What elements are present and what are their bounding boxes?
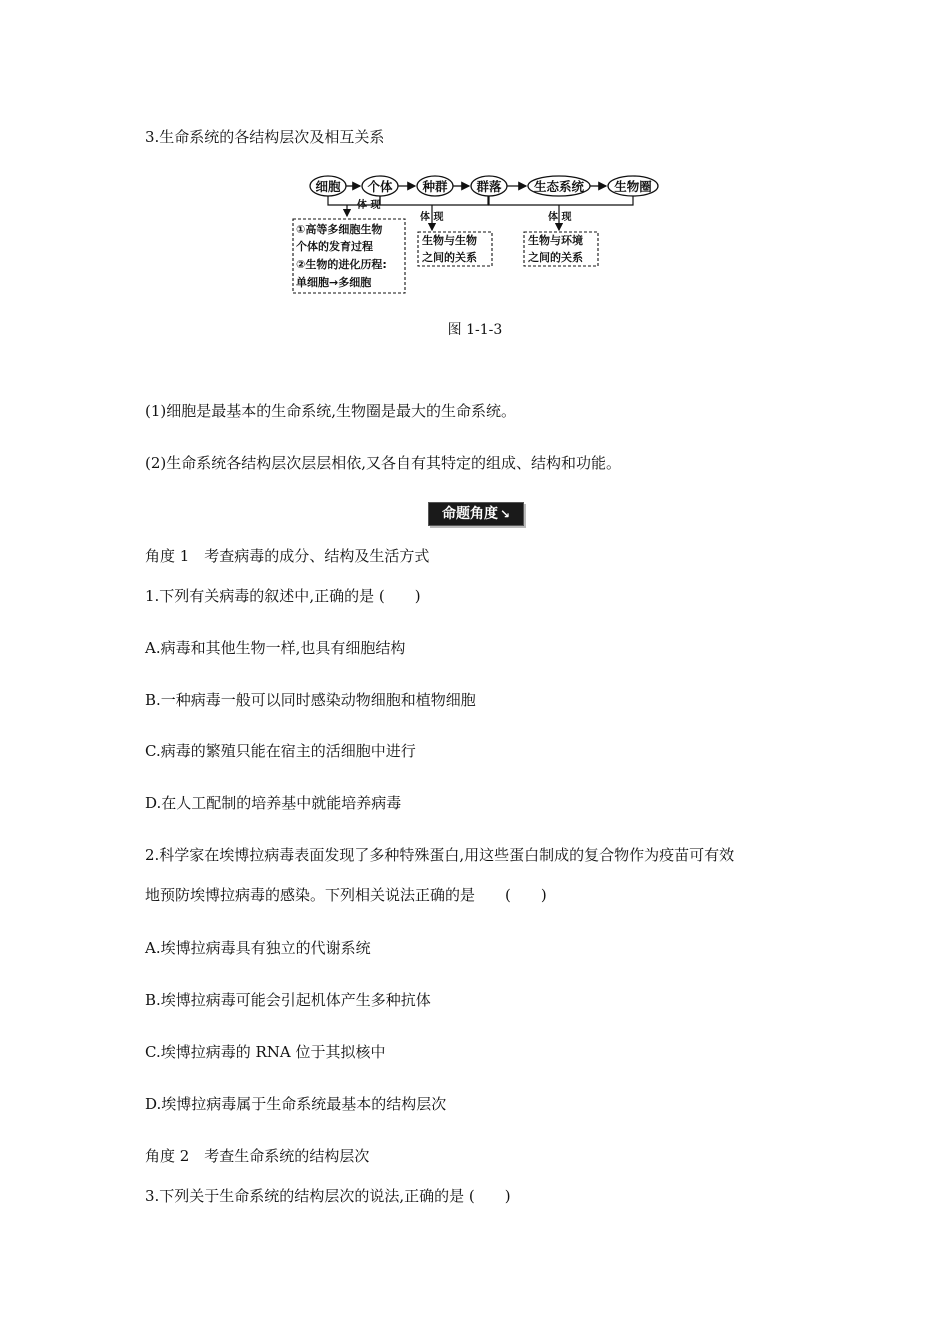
q2-option-d: D.埃博拉病毒属于生命系统最基本的结构层次 <box>145 1095 447 1113</box>
box-line: ②生物的进化历程: <box>296 258 387 271</box>
figure-caption: 图 1-1-3 <box>447 322 503 338</box>
embody-label: 体 现 <box>548 212 572 223</box>
q2-stem-line-1: 2.科学家在埃博拉病毒表面发现了多种特殊蛋白,用这些蛋白制成的复合物作为疫苗可有效 <box>145 846 735 864</box>
q1-option-a: A.病毒和其他生物一样,也具有细胞结构 <box>145 639 406 657</box>
badge-label: 命题角度 <box>441 506 498 522</box>
diagram-node-label: 细胞 <box>315 179 341 194</box>
point-1: (1)细胞是最基本的生命系统,生物圈是最大的生命系统。 <box>145 402 517 420</box>
section-heading: 3.生命系统的各结构层次及相互关系 <box>145 128 385 146</box>
q1-option-c: C.病毒的繁殖只能在宿主的活细胞中进行 <box>145 742 416 760</box>
embody-label: 体 现 <box>420 212 444 223</box>
diagram-node-ecosystem <box>528 176 590 196</box>
embody-label: 体 现 <box>357 200 381 211</box>
diagram-node-label: 个体 <box>367 179 393 194</box>
topic-angle-badge <box>428 502 524 526</box>
q2-option-c: C.埃博拉病毒的 RNA 位于其拟核中 <box>145 1043 386 1061</box>
diagram-node-community <box>471 176 507 196</box>
diagram-node-cell <box>310 176 346 196</box>
q1-option-d: D.在人工配制的培养基中就能培养病毒 <box>145 794 402 812</box>
diagram-node-population <box>417 176 453 196</box>
q1-option-b: B.一种病毒一般可以同时感染动物细胞和植物细胞 <box>145 691 476 709</box>
badge-arrow-icon: ↘ <box>499 507 511 521</box>
box-line: 之间的关系 <box>528 251 583 264</box>
diagram-node-label: 生物圈 <box>614 179 652 194</box>
diagram-node-individual <box>362 176 398 196</box>
q2-stem-line-2: 地预防埃博拉病毒的感染。下列相关说法正确的是 ( ) <box>145 886 547 904</box>
q3-stem: 3.下列关于生命系统的结构层次的说法,正确的是 ( ) <box>145 1187 511 1205</box>
q1-stem: 1.下列有关病毒的叙述中,正确的是 ( ) <box>145 587 421 605</box>
box-line: 生物与生物 <box>422 234 477 247</box>
box-line: ①高等多细胞生物 <box>296 223 383 236</box>
box-line: 生物与环境 <box>528 234 583 247</box>
box-line: 个体的发育过程 <box>296 240 373 253</box>
angle-1-title: 角度 1 考查病毒的成分、结构及生活方式 <box>145 547 430 565</box>
point-2: (2)生命系统各结构层次层层相依,又各自有其特定的组成、结构和功能。 <box>145 454 622 472</box>
q2-option-b: B.埃博拉病毒可能会引起机体产生多种抗体 <box>145 991 431 1009</box>
diagram-node-label: 群落 <box>476 179 502 194</box>
diagram-node-label: 种群 <box>422 179 448 194</box>
q2-option-a: A.埃博拉病毒具有独立的代谢系统 <box>145 939 371 957</box>
box-line: 单细胞→多细胞 <box>296 276 372 289</box>
diagram-node-biosphere <box>608 176 658 196</box>
angle-2-title: 角度 2 考查生命系统的结构层次 <box>145 1147 370 1165</box>
life-system-levels-diagram <box>290 172 670 296</box>
diagram-node-label: 生态系统 <box>533 179 585 194</box>
box-line: 之间的关系 <box>422 251 477 264</box>
